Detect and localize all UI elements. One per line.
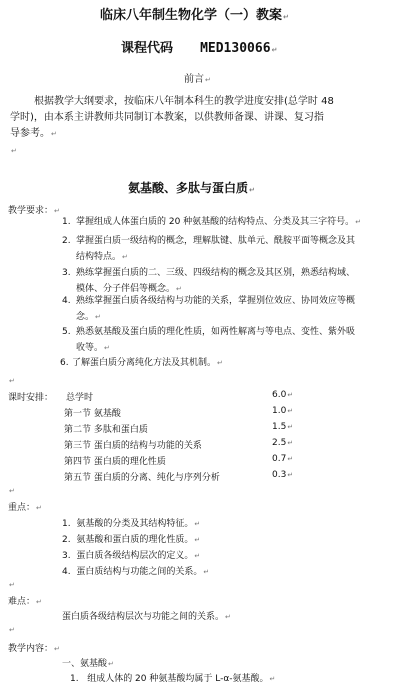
keypoint-item-2: 2. 氨基酸和蛋白质的理化性质。↵ <box>62 535 201 545</box>
schedule-row: 第四节 蛋白质的理化性质 <box>64 457 166 467</box>
preface-line-1: 根据教学大纲要求，按临床八年制本科生的教学进度安排(总学时 48 <box>34 96 334 107</box>
schedule-hours: 1.5↵ <box>272 422 294 432</box>
objective-item-3: 3. 熟练掌握蛋白质的二、三级、四级结构的概念及其区别，熟悉结构域、 模体、分子伴侣等概念。↵ <box>62 268 356 294</box>
paragraph-mark: ↵ <box>9 581 15 589</box>
paragraph-mark: ↵ <box>9 487 15 495</box>
objectives-label: 教学要求：↵ <box>8 206 60 216</box>
paragraph-mark: ↵ <box>9 377 15 385</box>
schedule-row: 第二节 多肽和蛋白质 <box>64 425 148 435</box>
content-item-1: 1. 组成人体的 20 种氨基酸均属于 L-α-氨基酸。↵ <box>70 674 276 684</box>
keypoint-item-1: 1. 氨基酸的分类及其结构特征。↵ <box>62 519 201 529</box>
chapter-title: 氨基酸、多肽与蛋白质↵ <box>128 181 255 195</box>
schedule-row: 第一节 氨基酸 <box>64 409 121 419</box>
schedule-total-label: 总学时 <box>66 393 94 403</box>
course-code-line: 课程代码 MED130066↵ <box>121 41 278 56</box>
preface-line-3: 导参考。↵ <box>10 128 57 139</box>
schedule-row: 第三节 蛋白质的结构与功能的关系 <box>64 441 202 451</box>
paragraph-mark: ↵ <box>11 147 17 155</box>
objective-item-4: 4. 熟练掌握蛋白质各级结构与功能的关系，掌握别位效应、协同效应等概 念。↵ <box>62 296 356 322</box>
keypoints-label: 重点：↵ <box>8 503 42 513</box>
schedule-hours: 0.7↵ <box>272 454 294 464</box>
course-code-label: 课程代码 <box>121 41 174 56</box>
schedule-label: 课时安排： <box>8 393 54 403</box>
schedule-hours: 0.3↵ <box>272 470 294 480</box>
objective-item-6: 6. 了解蛋白质分离纯化方法及其机制。↵ <box>60 358 223 368</box>
content-section: 一、氨基酸↵ <box>62 659 114 669</box>
objective-item-1: 1. 掌握组成人体蛋白质的 20 种氨基酸的结构特点、分类及其三字符号。↵ <box>62 217 362 227</box>
preface-line-2: 学时)，由本系主讲教师共同制订本教案，以供教师备课、讲课、复习指 <box>10 112 324 123</box>
keypoint-item-4: 4. 蛋白质结构与功能之间的关系。↵ <box>62 567 210 577</box>
schedule-hours: 2.5↵ <box>272 438 294 448</box>
document-title: 临床八年制生物化学（一）教案↵ <box>100 8 289 23</box>
paragraph-mark: ↵ <box>9 626 15 634</box>
content-label: 教学内容：↵ <box>8 644 60 654</box>
schedule-hours: 1.0↵ <box>272 406 294 416</box>
course-code: MED130066 <box>200 41 271 56</box>
objective-item-5: 5. 熟悉氨基酸及蛋白质的理化性质，如两性解离与等电点、变性、紫外吸 收等。↵ <box>62 327 356 353</box>
schedule-total-value: 6.0↵ <box>272 390 294 400</box>
difficulty-text: 蛋白质各级结构层次与功能之间的关系。↵ <box>62 612 231 622</box>
objective-item-2: 2. 掌握蛋白质一级结构的概念，理解肽键、肽单元、酰胺平面等概念及其 结构特点。↵ <box>62 236 356 262</box>
schedule-row: 第五节 蛋白质的分离、纯化与序列分析 <box>64 473 220 483</box>
difficulty-label: 难点：↵ <box>8 597 42 607</box>
keypoint-item-3: 3. 蛋白质各级结构层次的定义。↵ <box>62 551 201 561</box>
preface-heading: 前言↵ <box>184 74 211 85</box>
